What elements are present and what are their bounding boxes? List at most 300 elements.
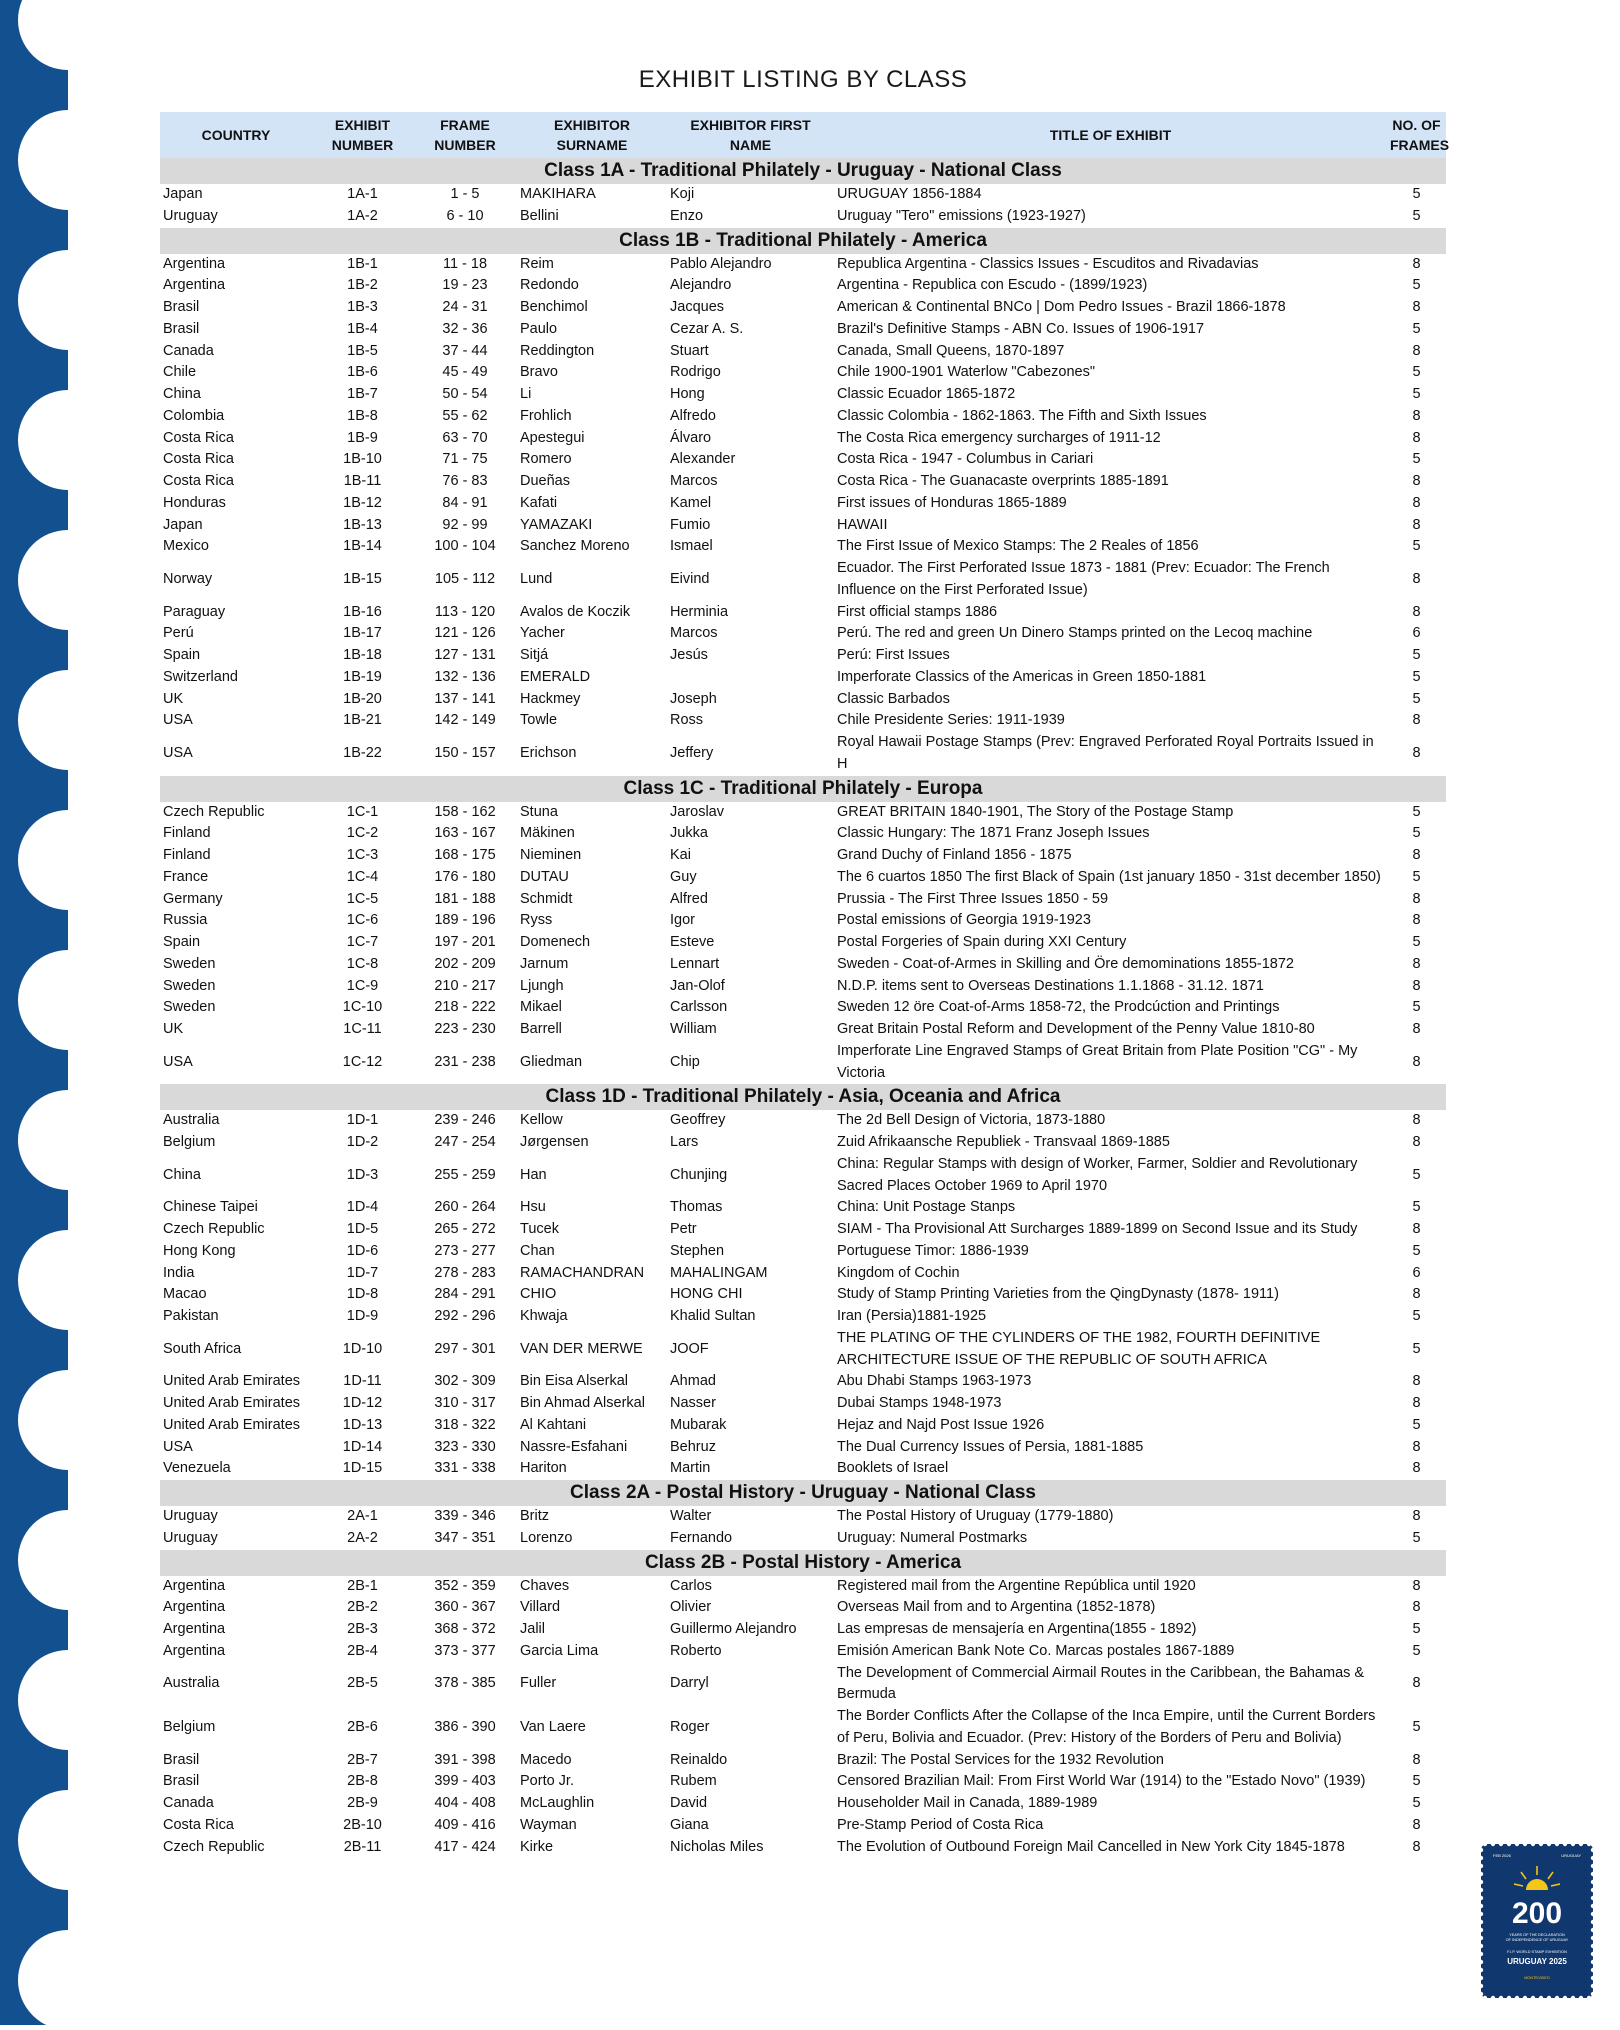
first-name-cell: Jukka [670,825,708,842]
first-name-cell: Martin [670,1460,711,1477]
title-cell: The Postal History of Uruguay (1779-1880) [837,1508,1114,1524]
surname-cell: Chaves [520,1577,570,1594]
table-row [160,1437,1446,1459]
first-name-cell: Ross [670,712,704,729]
surname-cell: Bellini [520,207,559,224]
surname-cell: Sanchez Moreno [520,538,630,555]
perforation-hole [18,1510,118,1610]
table-row [160,1415,1446,1437]
country-cell: Czech Republic [163,1838,265,1855]
title-cell: Registered mail from the Argentine República until 1920 [837,1577,1196,1594]
surname-cell: Han [520,1166,547,1183]
title-cell: Pre-Stamp Period of Costa Rica [837,1816,1044,1833]
surname-cell: Romero [520,451,572,468]
exhibit-number-cell: 1B-7 [347,386,378,402]
surname-cell: Avalos de Koczik [520,603,631,620]
perforation-hole [18,1930,118,2030]
country-cell: Sweden [163,955,216,972]
exhibit-number-cell: 1D-3 [346,1166,379,1183]
country-cell: Uruguay [163,1529,218,1546]
exhibit-number-cell: 1D-5 [346,1221,379,1237]
surname-cell: Sitjá [520,647,549,663]
surname-cell: RAMACHANDRAN [520,1264,645,1281]
country-cell: USA [163,1438,193,1455]
frames-cell: 5 [1412,364,1421,381]
first-name-cell: HONG CHI [670,1286,743,1303]
table-row [160,558,1446,602]
title-cell: Sweden - Coat-of-Armes in Skilling and Öre demominations 1855-1872 [837,955,1294,972]
country-cell: Germany [163,890,223,907]
country-cell: Uruguay [163,1508,218,1524]
frames-cell: 8 [1412,1460,1421,1477]
surname-cell: Yacher [520,625,565,642]
frame-number-cell: 284 - 291 [434,1286,496,1303]
surname-cell: CHIO [520,1286,557,1303]
surname-cell: Ryss [520,912,553,929]
frame-number-cell: 368 - 372 [434,1621,496,1637]
country-cell: Argentina [163,1577,226,1594]
surname-cell: Hariton [520,1460,567,1477]
country-cell: Japan [163,186,203,202]
frame-number-cell: 210 - 217 [434,977,496,994]
header-row [160,112,1446,158]
surname-cell: Al Kahtani [520,1416,587,1433]
frame-number-cell: 310 - 317 [434,1395,496,1411]
title-cell: Imperforate Line Engraved Stamps of Great Britain from Plate Position "CG" - My Victoria [837,1042,1358,1081]
title-cell: Perú. The red and green Un Dinero Stamps printed on the Lecoq machine [837,625,1313,642]
exhibit-number-cell: 1D-8 [346,1286,379,1303]
surname-cell: Jalil [520,1621,545,1637]
frames-cell: 8 [1412,1134,1421,1150]
table-row [160,1641,1446,1663]
frames-cell: 8 [1412,1112,1421,1129]
frames-cell: 8 [1412,955,1421,972]
country-cell: Argentina [163,1599,226,1616]
first-name-cell: Roberto [670,1642,722,1659]
exhibit-number-cell: 2B-10 [343,1816,382,1833]
frame-number-cell: 163 - 167 [434,825,496,842]
surname-cell: Villard [520,1599,561,1616]
country-cell: Paraguay [163,603,226,620]
first-name-cell: Stuart [670,342,709,359]
first-name-cell [667,667,834,689]
table-row [160,1663,1446,1707]
exhibit-number-cell: 1D-15 [342,1460,383,1477]
first-name-cell: Jacques [670,299,725,315]
table-row [160,1019,1446,1041]
table-row [160,602,1446,624]
frame-number-cell: 100 - 104 [434,538,496,555]
frames-cell: 8 [1412,1373,1421,1390]
surname-cell: MAKIHARA [520,186,596,202]
title-cell: The Development of Commercial Airmail Routes in the Caribbean, the Bahamas & Bermuda [837,1664,1365,1703]
country-cell: Australia [163,1675,220,1692]
table-row [160,1197,1446,1219]
frames-cell: 8 [1412,429,1421,446]
frames-cell: 5 [1412,207,1421,224]
exhibit-number-cell: 1B-21 [343,712,382,729]
first-name-cell: Darryl [670,1675,709,1692]
title-cell: Las empresas de mensajería en Argentina(1855 - 1892) [837,1621,1197,1637]
country-cell: Hong Kong [163,1242,236,1259]
country-cell: Pakistan [163,1308,219,1324]
exhibit-number-cell: 1D-2 [346,1134,379,1150]
first-name-cell: Marcos [670,625,718,642]
title-cell: Hejaz and Najd Post Issue 1926 [837,1416,1045,1433]
table-row [160,406,1446,428]
exhibit-number-cell: 1C-8 [346,955,379,972]
title-cell: The Costa Rica emergency surcharges of 1911-12 [837,429,1161,446]
table-row [160,1771,1446,1793]
frames-cell: 5 [1412,934,1421,950]
first-name-cell: Eivind [670,570,710,587]
first-name-cell: Guy [670,868,697,885]
table-row [160,341,1446,363]
header-frames: NO. OF FRAMES [1387,112,1446,158]
title-cell: Costa Rica - 1947 - Columbus in Cariari [837,451,1094,468]
surname-cell: Erichson [520,744,577,761]
surname-cell: Redondo [520,277,579,294]
exhibit-number-cell: 2B-8 [347,1773,378,1790]
title-cell: First issues of Honduras 1865-1889 [837,494,1067,511]
frame-number-cell: 50 - 54 [442,386,488,402]
frames-cell: 8 [1412,1675,1421,1692]
frame-number-cell: 63 - 70 [442,429,488,446]
frame-number-cell: 297 - 301 [434,1340,496,1357]
exhibit-number-cell: 2A-1 [347,1508,378,1524]
surname-cell: Tucek [520,1221,559,1237]
exhibit-number-cell: 1C-1 [346,803,379,820]
frames-cell: 8 [1412,494,1421,511]
table-row [160,1837,1446,1859]
first-name-cell: Álvaro [670,429,712,446]
first-name-cell: Marcos [670,473,718,489]
surname-cell: Bin Eisa Alserkal [520,1373,628,1390]
title-cell: URUGUAY 1856-1884 [837,186,982,202]
country-cell: United Arab Emirates [163,1416,301,1433]
table-row [160,1328,1446,1372]
title-cell: The Evolution of Outbound Foreign Mail Cancelled in New York City 1845-1878 [837,1838,1345,1855]
first-name-cell: Rodrigo [670,364,721,381]
table-row [160,471,1446,493]
table-row [160,1154,1446,1198]
country-cell: Argentina [163,255,226,272]
exhibit-number-cell: 1C-7 [346,934,379,950]
first-name-cell: Igor [670,912,695,929]
country-cell: Chile [163,364,197,381]
exhibit-number-cell: 1B-9 [347,429,378,446]
surname-cell: Khwaja [520,1308,568,1324]
title-cell: Censored Brazilian Mail: From First World War (1914) to the "Estado Novo" (1939) [837,1773,1366,1790]
title-cell: GREAT BRITAIN 1840-1901, The Story of the Postage Stamp [837,803,1234,820]
frames-cell: 8 [1412,342,1421,359]
table-row [160,1041,1446,1085]
header-country: COUNTRY [160,112,312,158]
exhibit-number-cell: 1B-22 [343,744,382,761]
frames-cell: 8 [1412,912,1421,929]
table-row [160,428,1446,450]
frames-cell: 5 [1412,1642,1421,1659]
exhibit-number-cell: 2B-6 [347,1718,378,1735]
title-cell: THE PLATING OF THE CYLINDERS OF THE 1982, FOURTH DEFINITIVE ARCHITECTURE ISSUE OF THE REPUBLIC OF SOUTH AFRICA [837,1329,1321,1368]
first-name-cell: David [670,1795,708,1811]
frame-number-cell: 121 - 126 [434,625,496,642]
frames-cell: 8 [1412,1053,1421,1070]
first-name-cell: Kai [670,847,691,863]
frames-cell: 8 [1412,1751,1421,1768]
frames-cell: 5 [1412,1795,1421,1811]
class-title: Class 1A - Traditional Philately - Uruguay - National Class [160,158,1446,184]
frame-number-cell: 176 - 180 [434,868,496,885]
title-cell: Great Britain Postal Reform and Development of the Penny Value 1810-80 [837,1021,1315,1037]
title-cell: Brazil: The Postal Services for the 1932 Revolution [837,1751,1164,1768]
country-cell: Venezuela [163,1460,231,1477]
first-name-cell: Carlos [670,1577,712,1594]
frame-number-cell: 19 - 23 [442,277,488,294]
exhibit-number-cell: 1D-14 [342,1438,383,1455]
frames-cell: 8 [1412,1816,1421,1833]
surname-cell: Porto Jr. [520,1773,574,1790]
country-cell: Sweden [163,977,216,994]
surname-cell: Reddington [520,342,595,359]
country-cell: Belgium [163,1134,216,1150]
country-cell: UK [163,690,184,707]
frame-number-cell: 202 - 209 [434,955,496,972]
perforation-hole [18,1370,118,1470]
table-row [160,319,1446,341]
table-row [160,645,1446,667]
perforation-hole [18,1230,118,1330]
frame-number-cell: 45 - 49 [442,364,488,381]
first-name-cell: Reinaldo [670,1751,728,1768]
first-name-cell: Ismael [670,538,713,555]
frames-cell: 5 [1412,647,1421,663]
surname-cell: Schmidt [520,890,573,907]
country-cell: India [163,1264,195,1281]
frame-number-cell: 158 - 162 [434,803,496,820]
class-title: Class 2B - Postal History - America [160,1550,1446,1576]
surname-cell: McLaughlin [520,1795,595,1811]
country-cell: South Africa [163,1340,242,1357]
frame-number-cell: 273 - 277 [434,1242,496,1259]
frame-number-cell: 105 - 112 [434,570,496,587]
exhibit-number-cell: 1B-11 [343,473,382,489]
first-name-cell: MAHALINGAM [670,1264,768,1281]
frame-number-cell: 92 - 99 [442,516,488,533]
table-row [160,1793,1446,1815]
exhibit-number-cell: 1B-12 [343,494,382,511]
frame-number-cell: 339 - 346 [434,1508,496,1524]
first-name-cell: Lennart [670,955,720,972]
exhibit-number-cell: 1C-5 [346,890,379,907]
exhibit-number-cell: 1C-3 [346,847,379,863]
table-row [160,932,1446,954]
surname-cell: Apestegui [520,429,585,446]
frames-cell: 8 [1412,516,1421,533]
exhibit-number-cell: 1B-14 [343,538,382,555]
surname-cell: Barrell [520,1021,562,1037]
first-name-cell: Nicholas Miles [670,1838,764,1855]
frame-number-cell: 197 - 201 [434,934,496,950]
title-cell: Chile Presidente Series: 1911-1939 [837,712,1065,729]
exhibit-number-cell: 1B-1 [347,255,378,272]
country-cell: Canada [163,342,214,359]
exhibit-number-cell: 1B-19 [343,668,382,685]
frames-cell: 8 [1412,299,1421,315]
table-row [160,297,1446,319]
country-cell: Costa Rica [163,429,234,446]
first-name-cell: Jeffery [670,744,714,761]
first-name-cell: Behruz [670,1438,716,1455]
title-cell: Classic Colombia - 1862-1863. The Fifth and Sixth Issues [837,407,1207,424]
first-name-cell: Carlsson [670,999,728,1016]
country-cell: Finland [163,825,211,842]
frames-cell: 5 [1412,668,1421,685]
table-row [160,732,1446,776]
frames-cell: 8 [1412,1599,1421,1616]
title-cell: American & Continental BNCo | Dom Pedro Issues - Brazil 1866-1878 [837,299,1286,315]
title-cell: Overseas Mail from and to Argentina (1852-1878) [837,1599,1156,1616]
exhibit-number-cell: 1C-4 [346,868,379,885]
frame-number-cell: 6 - 10 [446,207,484,224]
perforation-hole [18,390,118,490]
class-title: Class 1B - Traditional Philately - America [160,228,1446,254]
title-cell: Argentina - Republica con Escudo - (1899/1923) [837,277,1148,294]
table-row [160,1393,1446,1415]
exhibit-number-cell: 1D-13 [342,1416,383,1433]
table-body [160,158,1446,1858]
country-cell: Belgium [163,1718,216,1735]
country-cell: Australia [163,1112,220,1129]
exhibit-number-cell: 1D-10 [342,1340,383,1357]
frame-number-cell: 331 - 338 [434,1460,496,1477]
uruguay-2025-logo [1481,1844,1593,1998]
exhibit-number-cell: 1D-1 [346,1112,379,1129]
country-cell: Brasil [163,1773,200,1790]
first-name-cell: Chunjing [670,1166,728,1183]
frame-number-cell: 181 - 188 [434,890,496,907]
logo-line-2: OF INDEPENDENCE OF URUGUAY [1505,1938,1569,1942]
frames-cell: 5 [1412,1621,1421,1637]
frames-cell: 5 [1412,320,1421,337]
surname-cell: Mäkinen [520,825,575,842]
exhibit-number-cell: 1B-3 [347,299,378,315]
surname-cell: Frohlich [520,407,572,424]
frame-number-cell: 127 - 131 [434,647,496,663]
title-cell: Abu Dhabi Stamps 1963-1973 [837,1373,1032,1390]
table-row [160,1458,1446,1480]
frame-number-cell: 260 - 264 [434,1199,496,1216]
frames-cell: 8 [1412,1286,1421,1303]
first-name-cell: Mubarak [670,1416,727,1433]
surname-cell: Van Laere [520,1718,586,1735]
surname-cell: Jørgensen [520,1134,589,1150]
country-cell: Argentina [163,277,226,294]
frame-number-cell: 223 - 230 [434,1021,496,1037]
exhibit-number-cell: 1D-4 [346,1199,379,1216]
title-cell: Classic Hungary: The 1871 Franz Joseph Issues [837,825,1150,842]
surname-cell: Wayman [520,1816,577,1833]
title-cell: The Border Conflicts After the Collapse of the Inca Empire, until the Current Borders of Peru, Bolivia and Ecuador. (Prev: History of the Borders of Peru and Bolivia) [837,1708,1376,1746]
title-cell: Republica Argentina - Classics Issues - Escuditos and Rivadavias [837,255,1259,272]
class-title: Class 1C - Traditional Philately - Europa [160,776,1446,802]
header-exhibit-number: EXHIBIT NUMBER [312,112,413,158]
first-name-cell: Koji [670,186,695,202]
exhibit-number-cell: 2B-2 [347,1599,378,1616]
perforation-hole [18,1650,118,1750]
logo-top-left: FEB 2026 [1493,1853,1511,1858]
frames-cell: 5 [1412,1199,1421,1216]
perforation-hole [18,1790,118,1890]
surname-cell: Macedo [520,1751,572,1768]
frames-cell: 6 [1412,625,1421,642]
first-name-cell: Petr [670,1221,697,1237]
title-cell: HAWAII [837,516,888,533]
perforation-hole [18,810,118,910]
table-row [160,867,1446,889]
surname-cell: Stuna [520,803,558,820]
title-cell: The 6 cuartos 1850 The first Black of Spain (1st january 1850 - 31st december 1850) [837,868,1381,885]
surname-cell: Nassre-Esfahani [520,1438,628,1455]
country-cell: Finland [163,847,211,863]
exhibit-number-cell: 1A-2 [347,207,378,224]
table-row [160,1306,1446,1328]
country-cell: Costa Rica [163,1816,234,1833]
country-cell: Czech Republic [163,1221,265,1237]
title-cell: Householder Mail in Canada, 1889-1989 [837,1795,1098,1811]
surname-cell: Bravo [520,364,558,381]
frames-cell: 8 [1412,1395,1421,1411]
header-surname: EXHIBITOR SURNAME [517,112,667,158]
country-cell: Macao [163,1286,207,1303]
surname-cell: Lorenzo [520,1529,573,1546]
frames-cell: 8 [1412,977,1421,994]
exhibit-number-cell: 1B-15 [343,570,382,587]
surname-cell: Benchimol [520,299,588,315]
first-name-cell: Lars [670,1134,699,1150]
country-cell: Spain [163,647,201,663]
table-row [160,449,1446,471]
surname-cell: Ljungh [520,977,564,994]
frame-number-cell: 302 - 309 [434,1373,496,1390]
frame-number-cell: 231 - 238 [434,1053,496,1070]
table-row [160,1619,1446,1641]
first-name-cell: Thomas [670,1199,723,1216]
country-cell: Perú [163,625,194,642]
frames-cell: 8 [1412,603,1421,620]
table-row [160,954,1446,976]
title-cell: Imperforate Classics of the Americas in Green 1850-1881 [837,668,1207,685]
table-row [160,1576,1446,1598]
country-cell: Russia [163,912,208,929]
surname-cell: Lund [520,570,553,587]
first-name-cell: Stephen [670,1242,725,1259]
exhibit-number-cell: 2B-11 [343,1838,382,1855]
title-cell: First official stamps 1886 [837,603,998,620]
frames-cell: 5 [1412,690,1421,707]
first-name-cell: Esteve [670,934,715,950]
frame-number-cell: 55 - 62 [442,407,488,424]
first-name-cell: Roger [670,1718,710,1735]
title-cell: The First Issue of Mexico Stamps: The 2 Reales of 1856 [837,538,1199,555]
exhibit-number-cell: 1C-6 [346,912,379,929]
surname-cell: Kellow [520,1112,563,1129]
exhibit-number-cell: 1B-6 [347,364,378,381]
logo-event: URUGUAY 2025 [1507,1957,1567,1966]
first-name-cell: Nasser [670,1395,716,1411]
table-row [160,802,1446,824]
table-row [160,710,1446,732]
